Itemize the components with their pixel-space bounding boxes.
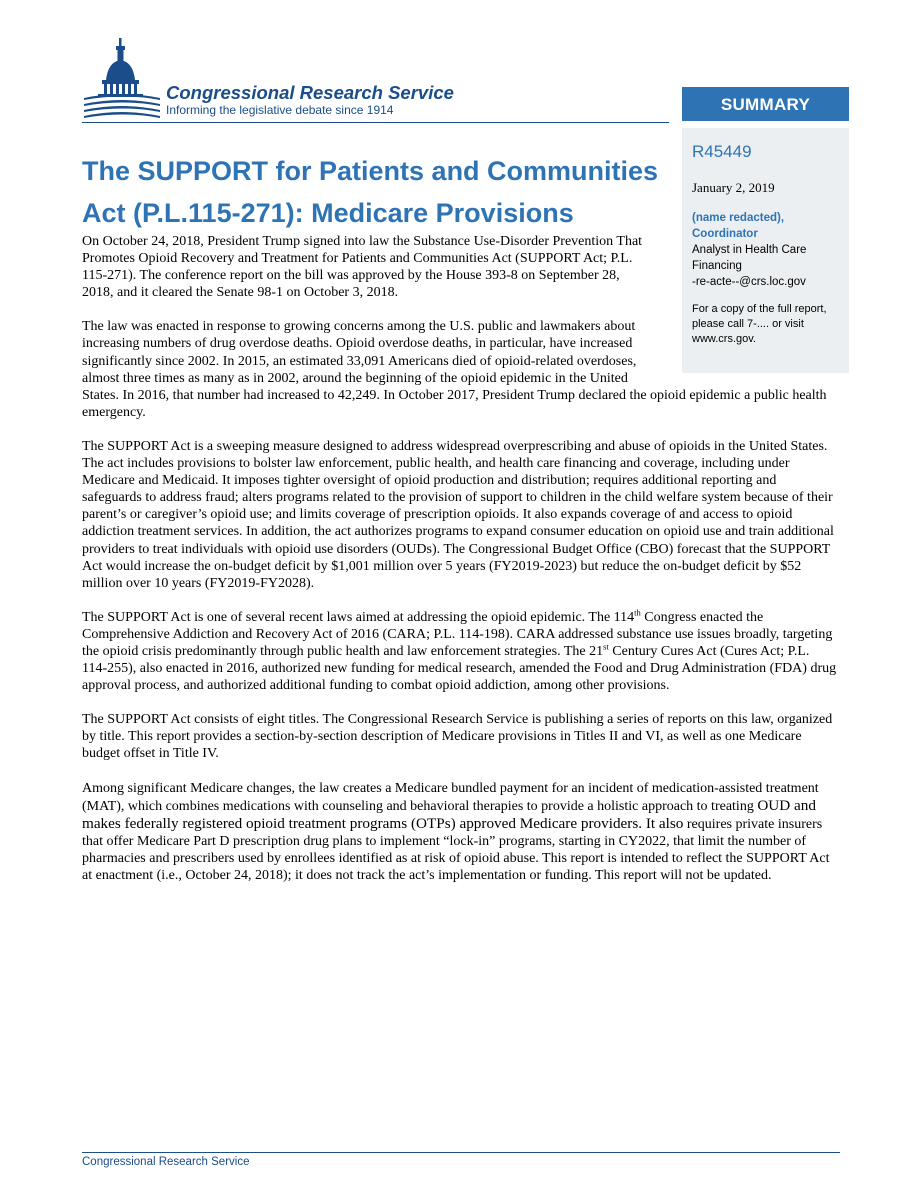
summary-body [82, 233, 837, 901]
copy-note: For a copy of the full report, please call 7-.... or visit www.crs.gov. [692, 303, 827, 345]
page-title: The SUPPORT for Patients and Communities Act (P.L.115-271): Medicare Provisions [82, 156, 659, 228]
paragraph-2: The law was enacted in response to growing concerns among the U.S. public and lawmakers about increasing numbers of drug overdose deaths. Opioid overdose deaths, in particular, have increased significantly since 2002. In 2015, an estimated 33,091 Americans died of opioid-related overdoses, almost three times as many as in 2002, around the beginning of the opioid epidemic in the United States. In 2016, that number had increased to 42,249. In October 2017, President Trump declared the opioid epidemic a public health emergency. [82, 319, 827, 420]
summary-heading: SUMMARY [682, 87, 849, 121]
ordinal-suffix: st [603, 641, 609, 652]
footer-divider [82, 1152, 840, 1153]
header-divider [82, 122, 669, 123]
org-name: Congressional Research Service [166, 82, 454, 103]
author-name: (name redacted), [692, 212, 785, 224]
paragraph-6-part-a: Among significant Medicare changes, the law creates a Medicare bundled payment for an incident of medication-assisted treatment (MAT), which combines medications with counseling and behavioral therapies to provide a holistic approach to treating [82, 780, 819, 814]
paragraph-5: The SUPPORT Act consists of eight titles. The Congressional Research Service is publishing a series of reports on this law, organized by title. This report provides a section-by-section description of Medicare provisions in Titles II and VI, as well as one Medicare budget offset in Title IV. [82, 712, 833, 762]
author-title: Analyst in Health Care Financing [692, 244, 807, 272]
paragraph-4-part-c: Century Cures Act (Cures Act; P.L. 114-255), also enacted in 2016, authorized new funding for medical research, amended the Food and Drug Administration (FDA) drug approval process, and authorized additional funding to combat opioid addiction, among other provisions. [82, 643, 837, 694]
paragraph-4-part-b: Congress enacted the Comprehensive Addiction and Recovery Act of 2016 (CARA; P.L. 114-198). CARA addressed substance use issues broadly, targeting the opioid crisis predominantly through public health and law enforcement strategies. The 21 [82, 609, 833, 659]
ordinal-suffix: th [634, 607, 641, 618]
capitol-dome-icon [82, 36, 162, 120]
paragraph-6-part-c: requires private insurers that offer Medicare Part D prescription drug plans to implement “lock-in” programs, starting in CY2022, that limit the number of pharmacies and prescribers used by enrollees identified as at risk of opioid abuse. This report is intended to reflect the SUPPORT Act at enactment (i.e., October 24, 2018); it does not track the act’s implementation or funding. This report will not be updated. [82, 816, 830, 883]
paragraph-1: On October 24, 2018, President Trump signed into law the Substance Use-Disorder Prevention That Promotes Opioid Recovery and Treatment for Patients and Communities Act (SUPPORT Act; P.L. 115-271). The conference report on the bill was approved by the House 393-8 on September 28, 2018, and it cleared the Senate 98-1 on October 3, 2018. [82, 234, 643, 301]
author-role: Coordinator [692, 228, 758, 240]
org-tagline: Informing the legislative debate since 1914 [166, 103, 394, 117]
paragraph-6-part-b: OUD and makes federally registered opioid treatment programs (OTPs) approved Medicare providers. It also [82, 796, 816, 832]
paragraph-3: The SUPPORT Act is a sweeping measure designed to address widespread overprescribing and abuse of opioids in the United States. The act includes provisions to bolster law enforcement, public health, and health care financing and coverage, including under Medicare and Medicaid. It imposes tighter oversight of opioid production and distribution; requires additional reporting and safeguards to address fraud; alters programs related to the provision of support to children in the child welfare system because of their parent’s or caregiver’s opioid use; and limits coverage of prescription opioids. It also expands coverage of and access to opioid addiction treatment services. In addition, the act authorizes programs to expand consumer education on opioid use and train additional providers to treat individuals with opioid use disorders (OUDs). The Congressional Budget Office (CBO) forecast that the SUPPORT Act would increase the on-budget deficit by $1,001 million over 5 years (FY2019-2023) but reduce the on-budget deficit by $52 million over 10 years (FY2019-FY2028). [82, 438, 834, 591]
paragraph-6 [82, 780, 837, 885]
report-number: R45449 [692, 142, 752, 161]
report-date: January 2, 2019 [692, 180, 775, 195]
paragraph-4-part-a: The SUPPORT Act is one of several recent laws aimed at addressing the opioid epidemic. The 114 [82, 609, 635, 625]
paragraph-4 [82, 609, 837, 694]
footer-org-name: Congressional Research Service [82, 1156, 250, 1168]
author-email[interactable]: -re-acte--@crs.loc.gov [692, 276, 806, 288]
crs-logo [82, 36, 482, 126]
